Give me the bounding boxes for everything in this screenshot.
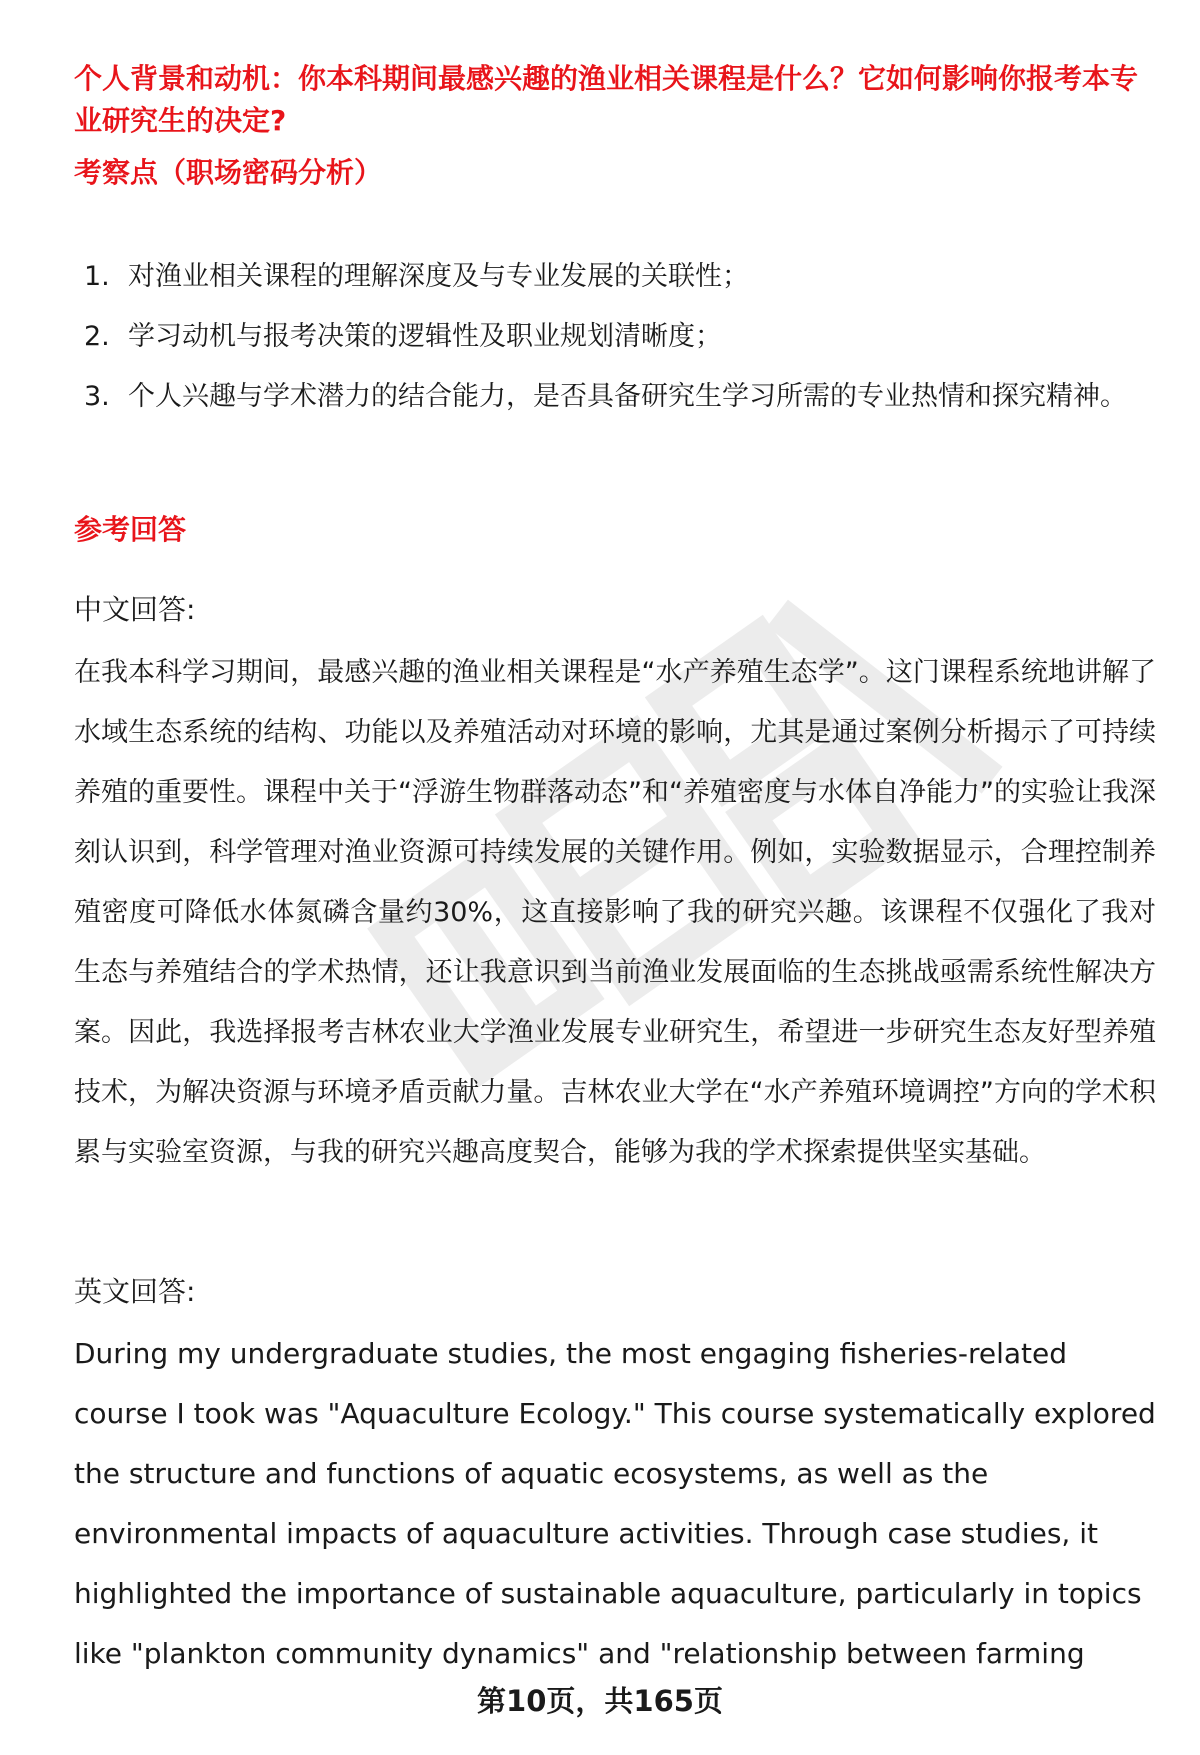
focus-point-number: 2. — [84, 321, 110, 352]
focus-point-number: 3. — [84, 381, 110, 412]
focus-point — [74, 247, 1154, 307]
focus-point-number: 1. — [84, 261, 110, 292]
page-footer: 第10页，共165页 — [477, 1684, 723, 1718]
focus-point-text: 个人兴趣与学术潜力的结合能力，是否具备研究生学习所需的专业热情和探究精神。 — [128, 381, 1127, 412]
focus-heading: 考察点（职场密码分析） — [74, 156, 383, 189]
focus-point-text: 学习动机与报考决策的逻辑性及职业规划清晰度； — [128, 321, 722, 352]
chinese-answer-text: 在我本科学习期间，最感兴趣的渔业相关课程是“水产养殖生态学”。这门课程系统地讲解了水域生态系统的结构、功能以及养殖活动对环境的影响，尤其是通过案例分析揭示了可持续养殖的重要性。课程中关于“浮游生物群落动态”和“养殖密度与水体自净能力”的实验让我深刻认识到，科学管理对渔业资源可持续发展的关键作用。例如，实验数据显示，合理控制养殖密度可降低水体氮磷含量约30%，这直接影响了我的研究兴趣。该课程不仅强化了我对生态与养殖结合的学术热情，还让我意识到当前渔业发展面临的生态挑战亟需系统性解决方案。因此，我选择报考吉林农业大学渔业发展专业研究生，希望进一步研究生态友好型养殖技术，为解决资源与环境矛盾贡献力量。吉林农业大学在“水产养殖环境调控”方向的学术积累与实验室资源，与我的研究兴趣高度契合，能够为我的学术探索提供坚实基础。 — [74, 657, 1156, 1168]
answer-heading: 参考回答 — [74, 513, 187, 546]
focus-point — [74, 307, 1154, 367]
question-title: 个人背景和动机：你本科期间最感兴趣的渔业相关课程是什么？它如何影响你报考本专业研究生的决定? — [74, 62, 1139, 137]
english-answer-text: During my undergraduate studies, the most engaging fisheries-related course I took was "Aquaculture Ecology." This course systematically explored the structure and functions of aquatic ecosystems, as well as the environmental impacts of aquaculture activities. Through case studies, it highlighted the importance of sustainable aquaculture, particularly in topics like "plankton community dynamics" and "relationship between farming — [74, 1337, 1156, 1670]
focus-point — [74, 367, 1154, 427]
focus-point-text: 对渔业相关课程的理解深度及与专业发展的关联性； — [128, 261, 749, 292]
english-answer-label: 英文回答: — [74, 1275, 196, 1308]
focus-points-list — [74, 247, 1154, 427]
chinese-answer-label: 中文回答: — [74, 593, 196, 626]
